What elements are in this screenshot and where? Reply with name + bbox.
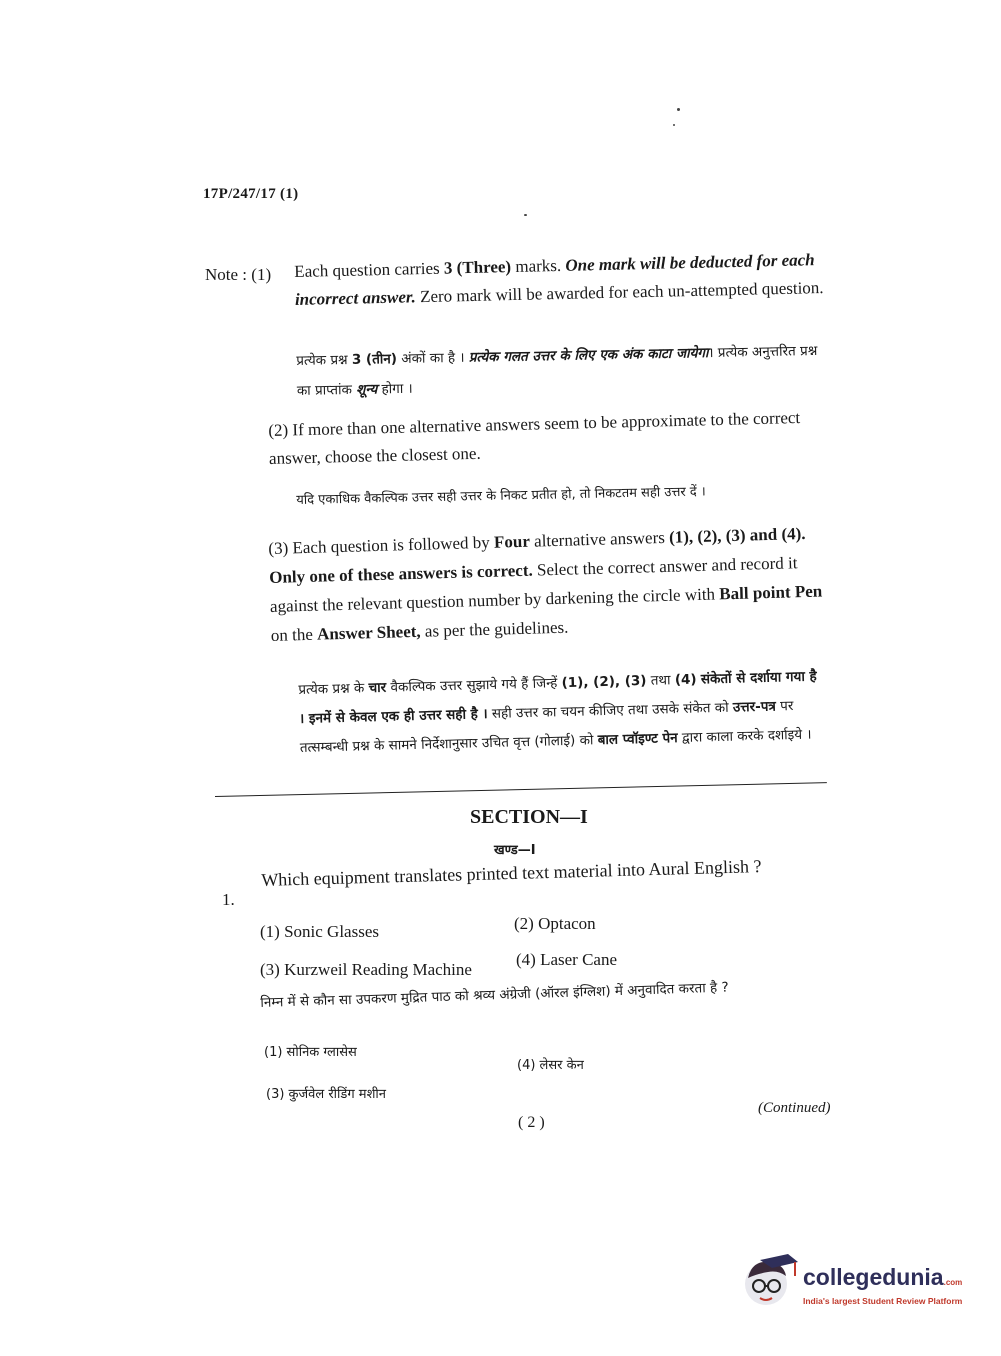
page-number: ( 2 )	[518, 1114, 545, 1131]
note-3-english: (3) Each question is followed by Four alternative answers (1), (2), (3) and (4). Only one of these answers is correct. Select the correct answer and record it against the relevant question number by darkening the circle with Ball point Pen on the Answer Sheet, as per the guidelines.	[268, 523, 823, 645]
question-text: Which equipment translates printed text material into Aural English ?	[261, 856, 762, 890]
continued-label: (Continued)	[758, 1100, 831, 1116]
option-1-hindi: (1) सोनिक ग्लासेस	[264, 1045, 357, 1060]
option-1: (1) Sonic Glasses	[260, 922, 379, 941]
section-divider	[215, 782, 827, 797]
logo-tagline: India's largest Student Review Platform	[803, 1296, 963, 1306]
option-4-hindi: (4) लेसर केन	[517, 1058, 584, 1073]
option-2: (2) Optacon	[514, 914, 596, 933]
option-3-hindi: (3) कुर्जवेल रीडिंग मशीन	[266, 1087, 387, 1102]
question-number: 1.	[222, 890, 235, 909]
note-1-hindi: प्रत्येक प्रश्न 3 (तीन) अंकों का है । प्रत्येक गलत उत्तर के लिए एक अंक काटा जायेगा। प्रत्येक अनुत्तरित प्रश्न का प्राप्तांक शून्य होगा ।	[296, 342, 818, 399]
question-text-hindi: निम्न में से कौन सा उपकरण मुद्रित पाठ को श्रव्य अंग्रेजी (ऑरल इंग्लिश) में अनुवादित करता है ?	[260, 979, 729, 1011]
note-1-english: Each question carries 3 (Three) marks. One mark will be deducted for each incorrect answer. Zero mark will be awarded for each un-attempted question.	[294, 250, 824, 309]
note-2-hindi: यदि एकाधिक वैकल्पिक उत्तर सही उत्तर के निकट प्रतीत हो, तो निकटतम सही उत्तर दें ।	[296, 484, 706, 508]
section-title: SECTION—I	[470, 806, 588, 828]
note-label: Note : (1)	[205, 265, 272, 284]
note-3-hindi: प्रत्येक प्रश्न के चार वैकल्पिक उत्तर सुझाये गये हैं जिन्हें (1), (2), (3) तथा (4) संकेतों से दर्शाया गया है । इनमें से केवल एक ही उत्तर सही है । सही उत्तर का चयन कीजिए तथा उसके संकेत को उत्तर-पत्र पर तत्सम्बन्धी प्रश्न के सामने निर्देशानुसार उचित वृत्त (गोलाई) को बाल प्वॉइण्ट पेन द्वारा काला करके दर्शाइये ।	[298, 668, 817, 756]
paper-code: 17P/247/17 (1)	[203, 186, 299, 202]
note-2-english: (2) If more than one alternative answers seem to be approximate to the correct answer, choose the closest one.	[268, 408, 801, 468]
section-subtitle: खण्ड—I	[494, 843, 536, 858]
option-3: (3) Kurzweil Reading Machine	[260, 960, 472, 979]
collegedunia-logo-icon	[742, 1252, 802, 1310]
option-4: (4) Laser Cane	[516, 950, 618, 969]
logo-wordmark: collegedunia.com	[803, 1264, 963, 1290]
